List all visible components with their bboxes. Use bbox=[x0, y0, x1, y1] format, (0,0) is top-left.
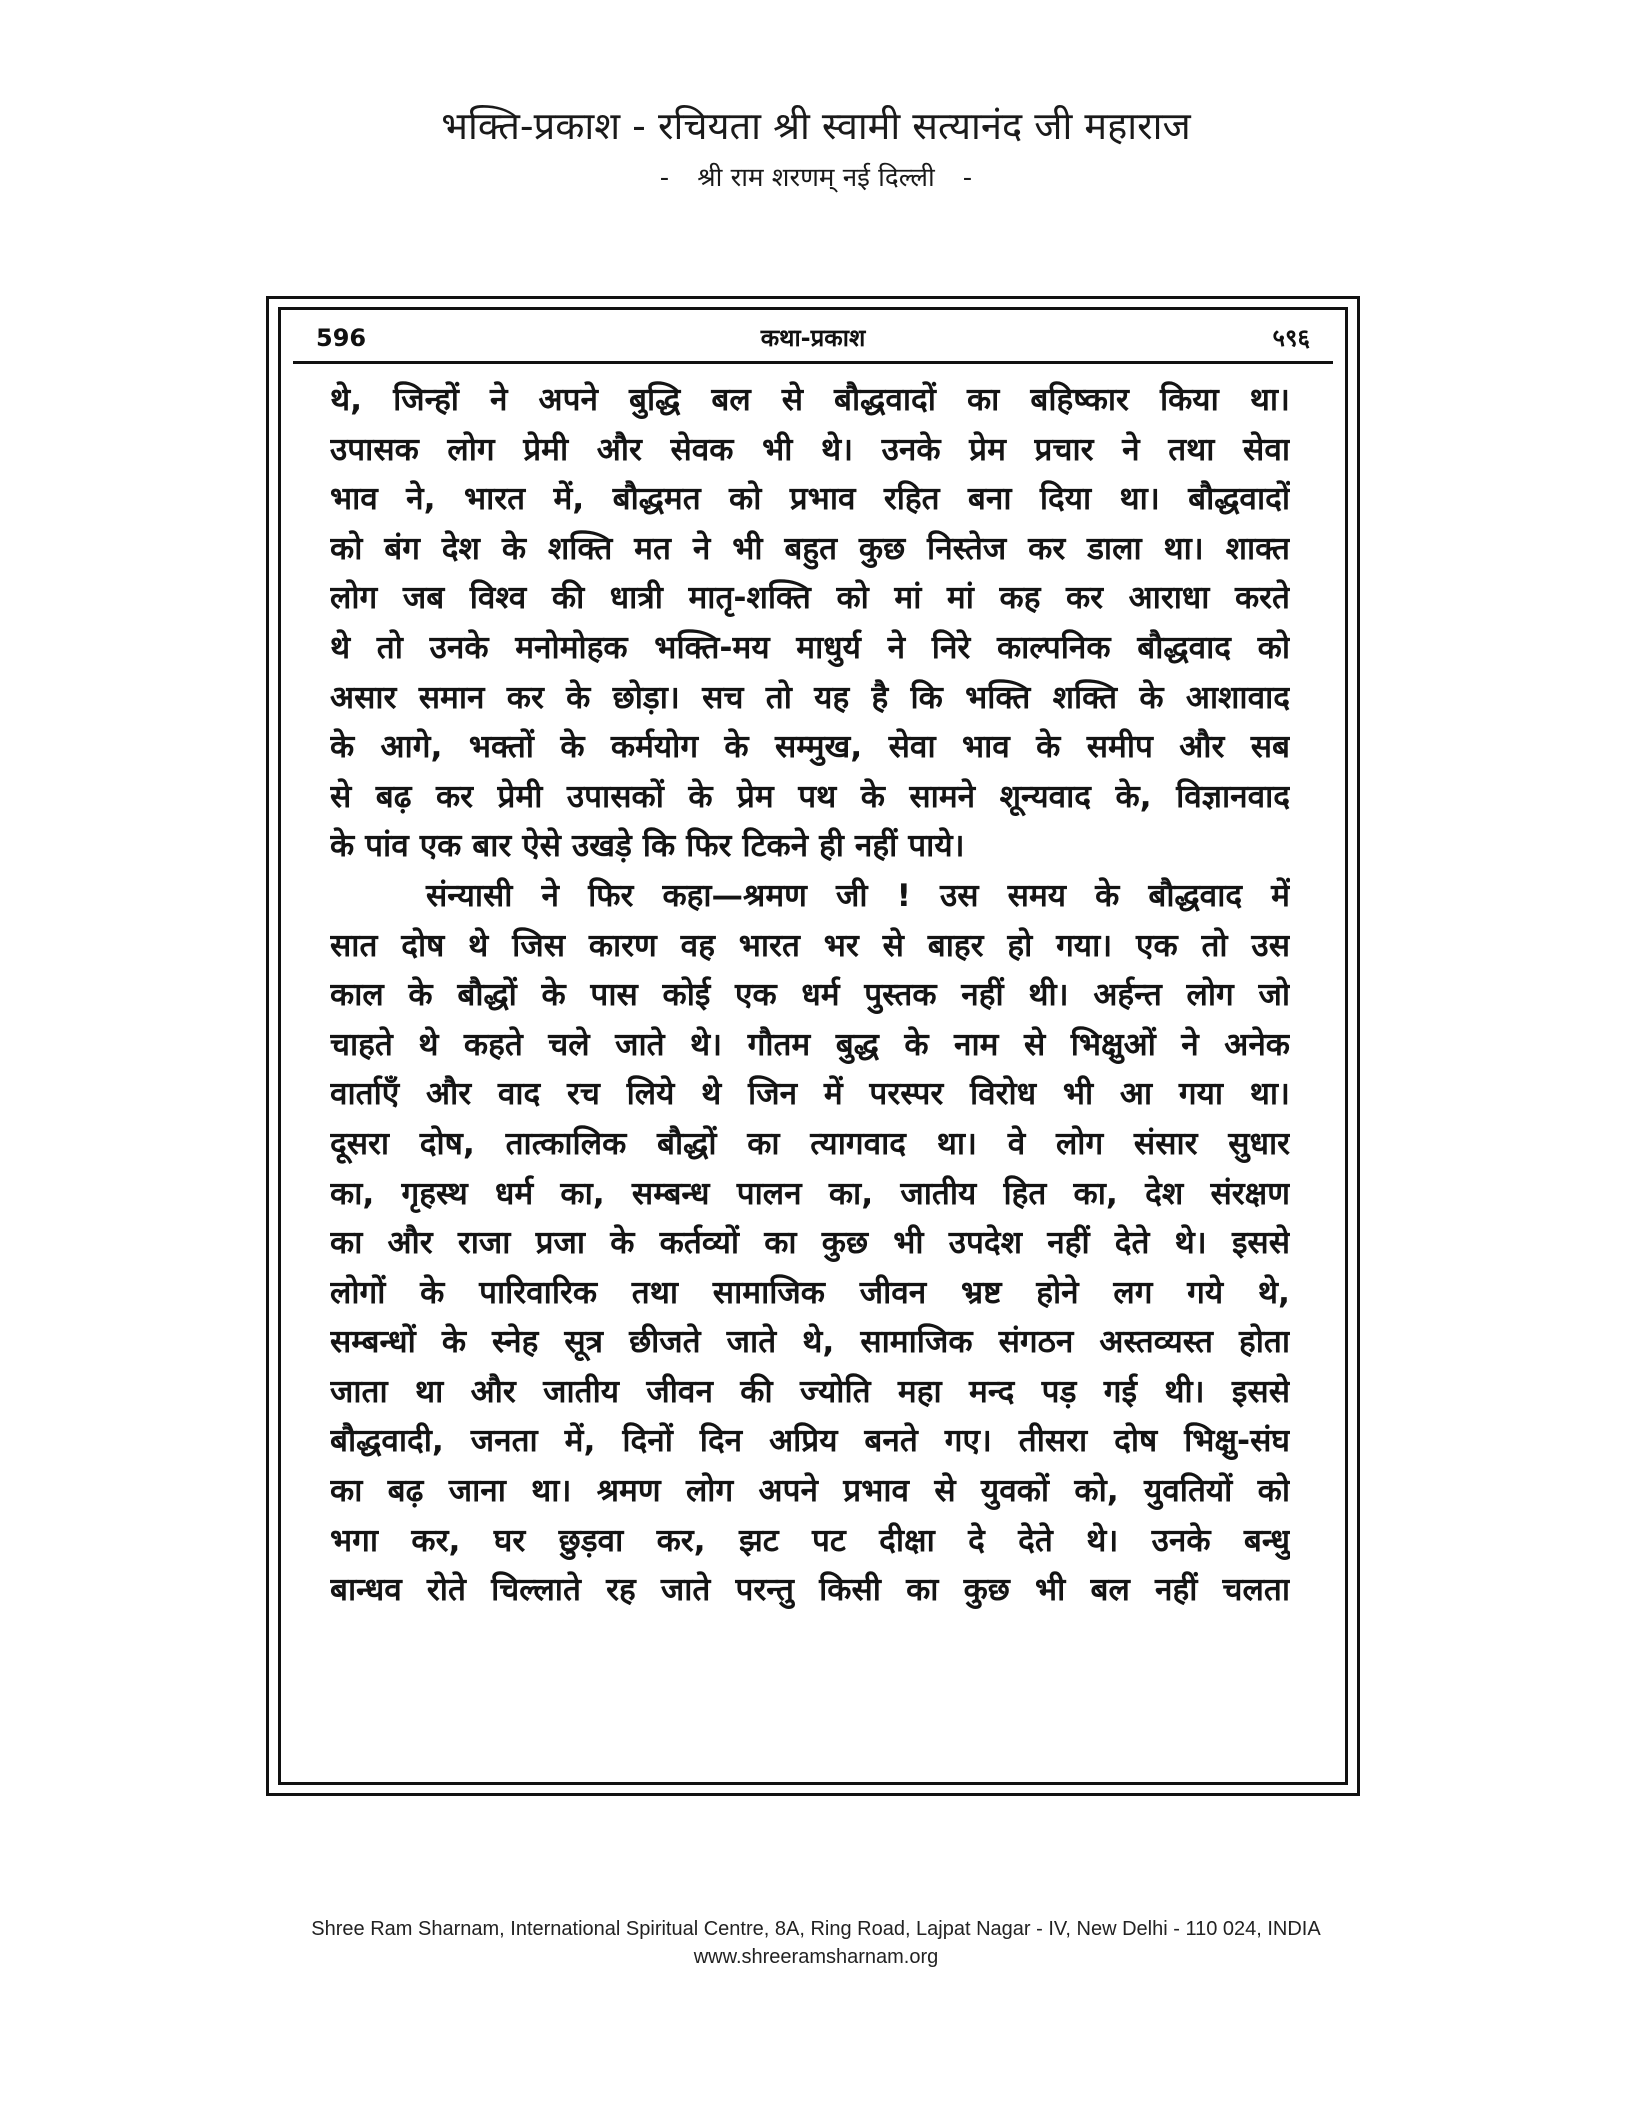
text-line: का और राजा प्रजा के कर्तव्यों का कुछ भी उपदेश नहीं देते थे। इससे bbox=[330, 1225, 1290, 1262]
text-line: काल के बौद्धों के पास कोई एक धर्म पुस्तक नहीं थी। अर्हन्त लोग जो bbox=[330, 977, 1290, 1014]
text-line: के पांव एक बार ऐसे उखड़े कि फिर टिकने ही नहीं पाये। bbox=[330, 828, 965, 865]
text-line: असार समान कर के छोड़ा। सच तो यह है कि भक्ति शक्ति के आशावाद bbox=[330, 679, 1290, 716]
text-line: का, गृहस्थ धर्म का, सम्बन्ध पालन का, जातीय हित का, देश संरक्षण bbox=[330, 1175, 1290, 1212]
document-subtitle bbox=[0, 160, 1632, 196]
footer-website-link[interactable]: www.shreeramsharnam.org bbox=[693, 1946, 939, 1968]
header-divider bbox=[293, 361, 1333, 364]
document-title: भक्ति-प्रकाश - रचियता श्री स्वामी सत्यानंद जी महाराज bbox=[441, 104, 1191, 148]
text-line: बौद्धवादी, जनता में, दिनों दिन अप्रिय बनते गए। तीसरा दोष भिक्षु-संघ bbox=[330, 1423, 1290, 1460]
text-line: से बढ़ कर प्रेमी उपासकों के प्रेम पथ के सामने शून्यवाद के, विज्ञानवाद bbox=[330, 778, 1290, 815]
text-line: भगा कर, घर छुड़वा कर, झट पट दीक्षा दे देते थे। उनके बन्धु bbox=[330, 1522, 1290, 1559]
text-line: थे तो उनके मनोमोहक भक्ति-मय माधुर्य ने निरे काल्पनिक बौद्धवाद को bbox=[330, 629, 1290, 666]
text-line: सम्बन्धों के स्नेह सूत्र छीजते जाते थे, सामाजिक संगठन अस्तव्यस्त होता bbox=[330, 1324, 1290, 1361]
footer-address: Shree Ram Sharnam, International Spiritual Centre, 8A, Ring Road, Lajpat Nagar - IV, New Delhi - 110 024, INDIA bbox=[311, 1918, 1321, 1940]
text-line: लोग जब विश्व की धात्री मातृ-शक्ति को मां मां कह कर आराधा करते bbox=[330, 580, 1290, 617]
text-line: थे, जिन्हों ने अपने बुद्धि बल से बौद्धवादों का बहिष्कार किया था। bbox=[330, 382, 1290, 418]
page-number-arabic: 596 bbox=[316, 324, 367, 352]
text-line: वार्ताएँ और वाद रच लिये थे जिन में परस्पर विरोध भी आ गया था। bbox=[330, 1076, 1290, 1113]
text-line: भाव ने, भारत में, बौद्धमत को प्रभाव रहित बना दिया था। बौद्धवादों bbox=[330, 481, 1290, 518]
text-line: जाता था और जातीय जीवन की ज्योति महा मन्द पड़ गई थी। इससे bbox=[330, 1373, 1290, 1410]
subtitle-text: श्री राम शरणम् नई दिल्ली bbox=[697, 163, 935, 193]
text-line: बान्धव रोते चिल्लाते रह जाते परन्तु किसी का कुछ भी बल नहीं चलता bbox=[330, 1572, 1290, 1609]
subtitle-dash-right: - bbox=[962, 163, 973, 193]
text-line: दूसरा दोष, तात्कालिक बौद्धों का त्यागवाद था। वे लोग संसार सुधार bbox=[330, 1125, 1290, 1162]
subtitle-dash-left: - bbox=[659, 163, 670, 193]
text-line: के आगे, भक्तों के कर्मयोग के सम्मुख, सेवा भाव के समीप और सब bbox=[330, 729, 1290, 766]
text-line: चाहते थे कहते चले जाते थे। गौतम बुद्ध के नाम से भिक्षुओं ने अनेक bbox=[330, 1026, 1290, 1063]
text-line: का बढ़ जाना था। श्रमण लोग अपने प्रभाव से युवकों को, युवतियों को bbox=[330, 1473, 1290, 1510]
page-number-devanagari: ५९६ bbox=[1272, 324, 1310, 352]
text-line: सात दोष थे जिस कारण वह भारत भर से बाहर हो गया। एक तो उस bbox=[330, 927, 1290, 964]
page-header bbox=[298, 318, 1328, 358]
text-line: उपासक लोग प्रेमी और सेवक भी थे। उनके प्रेम प्रचार ने तथा सेवा bbox=[330, 431, 1290, 468]
text-line: संन्यासी ने फिर कहा—श्रमण जी ! उस समय के बौद्धवाद में bbox=[426, 877, 1290, 914]
text-line: लोगों के पारिवारिक तथा सामाजिक जीवन भ्रष्ट होने लग गये थे, bbox=[330, 1274, 1290, 1311]
text-line: को बंग देश के शक्ति मत ने भी बहुत कुछ निस्तेज कर डाला था। शाक्त bbox=[330, 530, 1290, 567]
body-text bbox=[330, 376, 1290, 1616]
section-title: कथा-प्रकाश bbox=[760, 324, 866, 352]
